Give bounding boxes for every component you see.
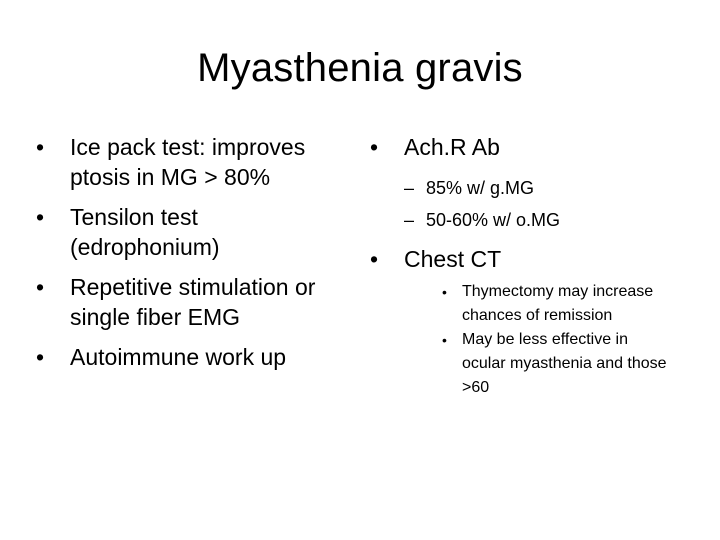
sub-bullet-text: May be less effective in ocular myasthenia and those >60 <box>462 331 667 396</box>
bullet-text: Repetitive stimulation or single fiber EMG <box>70 274 316 330</box>
bullet-icon: • <box>442 332 447 348</box>
dash-icon: – <box>404 178 415 198</box>
bullet-text: Autoimmune work up <box>70 344 287 370</box>
right-bullet-list-2 <box>370 244 670 274</box>
slide-title: Myasthenia gravis <box>197 46 523 90</box>
left-bullet-item <box>36 342 346 372</box>
sub-bullet-item <box>370 280 670 328</box>
bullet-icon: • <box>36 204 45 230</box>
dash-icon: – <box>404 210 415 230</box>
bullet-icon: • <box>370 134 379 160</box>
bullet-icon: • <box>36 274 45 300</box>
ach-r-ab-sublist <box>370 172 670 236</box>
right-bullet-item <box>370 244 670 274</box>
bullet-icon: • <box>370 246 379 272</box>
right-bullet-item <box>370 132 670 162</box>
sub-bullet-item <box>370 172 670 204</box>
left-column <box>36 132 346 382</box>
bullet-icon: • <box>36 344 45 370</box>
bullet-text: Chest CT <box>404 246 502 272</box>
right-column <box>370 132 670 400</box>
bullet-icon: • <box>442 284 447 300</box>
bullet-text: Tensilon test (edrophonium) <box>70 204 220 260</box>
left-bullet-item <box>36 132 346 192</box>
right-bullet-list <box>370 132 670 162</box>
bullet-icon: • <box>36 134 45 160</box>
sub-bullet-text: Thymectomy may increase chances of remission <box>462 283 654 324</box>
sub-bullet-item <box>370 204 670 236</box>
left-bullet-item <box>36 202 346 262</box>
sub-bullet-text: 85% w/ g.MG <box>426 178 535 198</box>
sub-bullet-item <box>370 328 670 400</box>
left-bullet-list <box>36 132 346 372</box>
left-bullet-item <box>36 272 346 332</box>
bullet-text: Ice pack test: improves ptosis in MG > 80% <box>70 134 306 190</box>
chest-ct-sublist <box>370 280 670 400</box>
bullet-text: Ach.R Ab <box>404 134 500 160</box>
sub-bullet-text: 50-60% w/ o.MG <box>426 210 561 230</box>
